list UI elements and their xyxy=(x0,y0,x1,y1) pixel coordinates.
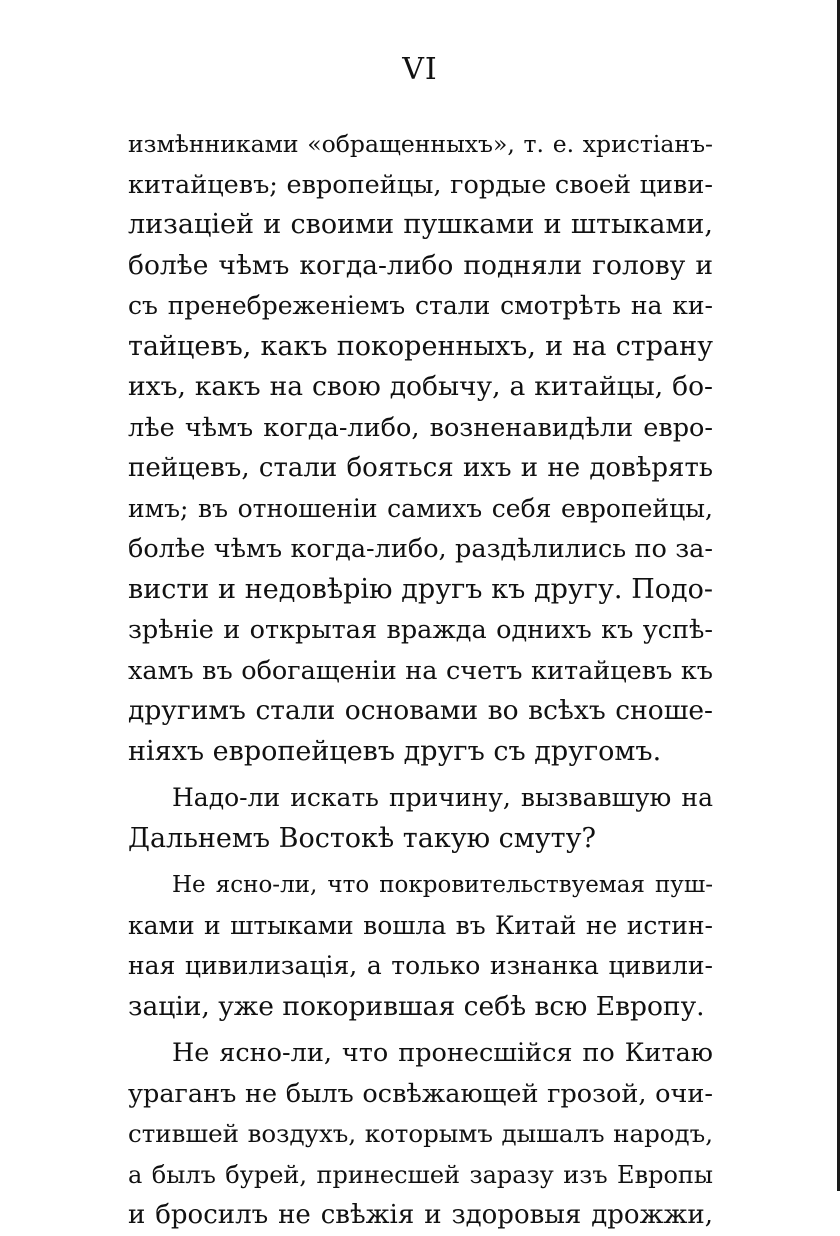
text-line: лизаціей и своими пушками и штыками, xyxy=(128,209,713,240)
text-line: ихъ, какъ на свою добычу, а китайцы, бо- xyxy=(128,371,713,402)
text-line: висти и недовѣрію другъ къ другу. Подо- xyxy=(128,573,713,605)
text-line: имъ; въ отношеніи самихъ себя европейцы, xyxy=(128,493,713,523)
text-line: тайцевъ, какъ покоренныхъ, и на страну xyxy=(128,330,713,362)
text-line: Не ясно-ли, что пронесшійся по Китаю xyxy=(172,1038,713,1068)
body-text xyxy=(128,124,713,1236)
text-line: китайцевъ; европейцы, гордые своей циви- xyxy=(128,169,713,200)
text-line: лѣе чѣмъ когда-либо, возненавидѣли евро- xyxy=(128,412,713,443)
text-line: ураганъ не былъ освѣжающей грозой, очи- xyxy=(128,1078,713,1109)
text-line: болѣе чѣмъ когда-либо, раздѣлились по за- xyxy=(128,534,713,564)
text-line: и бросилъ не свѣжія и здоровыя дрожжи, xyxy=(128,1200,713,1230)
text-line: болѣе чѣмъ когда-либо подняли голову и xyxy=(128,249,713,281)
text-line: ками и штыками вошла въ Китай не истин- xyxy=(128,910,713,940)
paragraph-2 xyxy=(128,778,713,859)
text-line: зрѣніе и открытая вражда однихъ къ успѣ- xyxy=(128,615,713,645)
text-line: измѣнниками «обращенныхъ», т. е. христіанъ- xyxy=(128,130,713,158)
text-line: Не ясно-ли, что покровительствуемая пуш- xyxy=(172,872,713,898)
paragraph-4 xyxy=(128,1033,713,1236)
text-line: а былъ бурей, принесшей заразу изъ Европы xyxy=(128,1160,713,1189)
text-line: заціи, уже покорившая себѣ всю Европу. xyxy=(128,990,705,1022)
text-line: хамъ въ обогащеніи на счетъ китайцевъ къ xyxy=(128,655,713,686)
page-number: VI xyxy=(402,52,438,87)
text-line: стившей воздухъ, которымъ дышалъ народъ, xyxy=(128,1119,713,1148)
text-line: пейцевъ, стали бояться ихъ и не довѣрять xyxy=(128,453,713,483)
text-line: Надо-ли искать причину, вызвавшую на xyxy=(172,783,713,812)
text-line: ніяхъ европейцевъ другъ съ другомъ. xyxy=(128,735,662,767)
text-line: другимъ стали основами во всѣхъ сноше- xyxy=(128,695,713,726)
paragraph-1 xyxy=(128,124,713,772)
text-line: ная цивилизація, а только изнанка цивили- xyxy=(128,951,713,980)
text-line: съ пренебреженіемъ стали смотрѣть на ки- xyxy=(128,291,713,320)
text-line: Дальнемъ Востокѣ такую смуту? xyxy=(128,822,596,854)
paragraph-3 xyxy=(128,865,713,1027)
